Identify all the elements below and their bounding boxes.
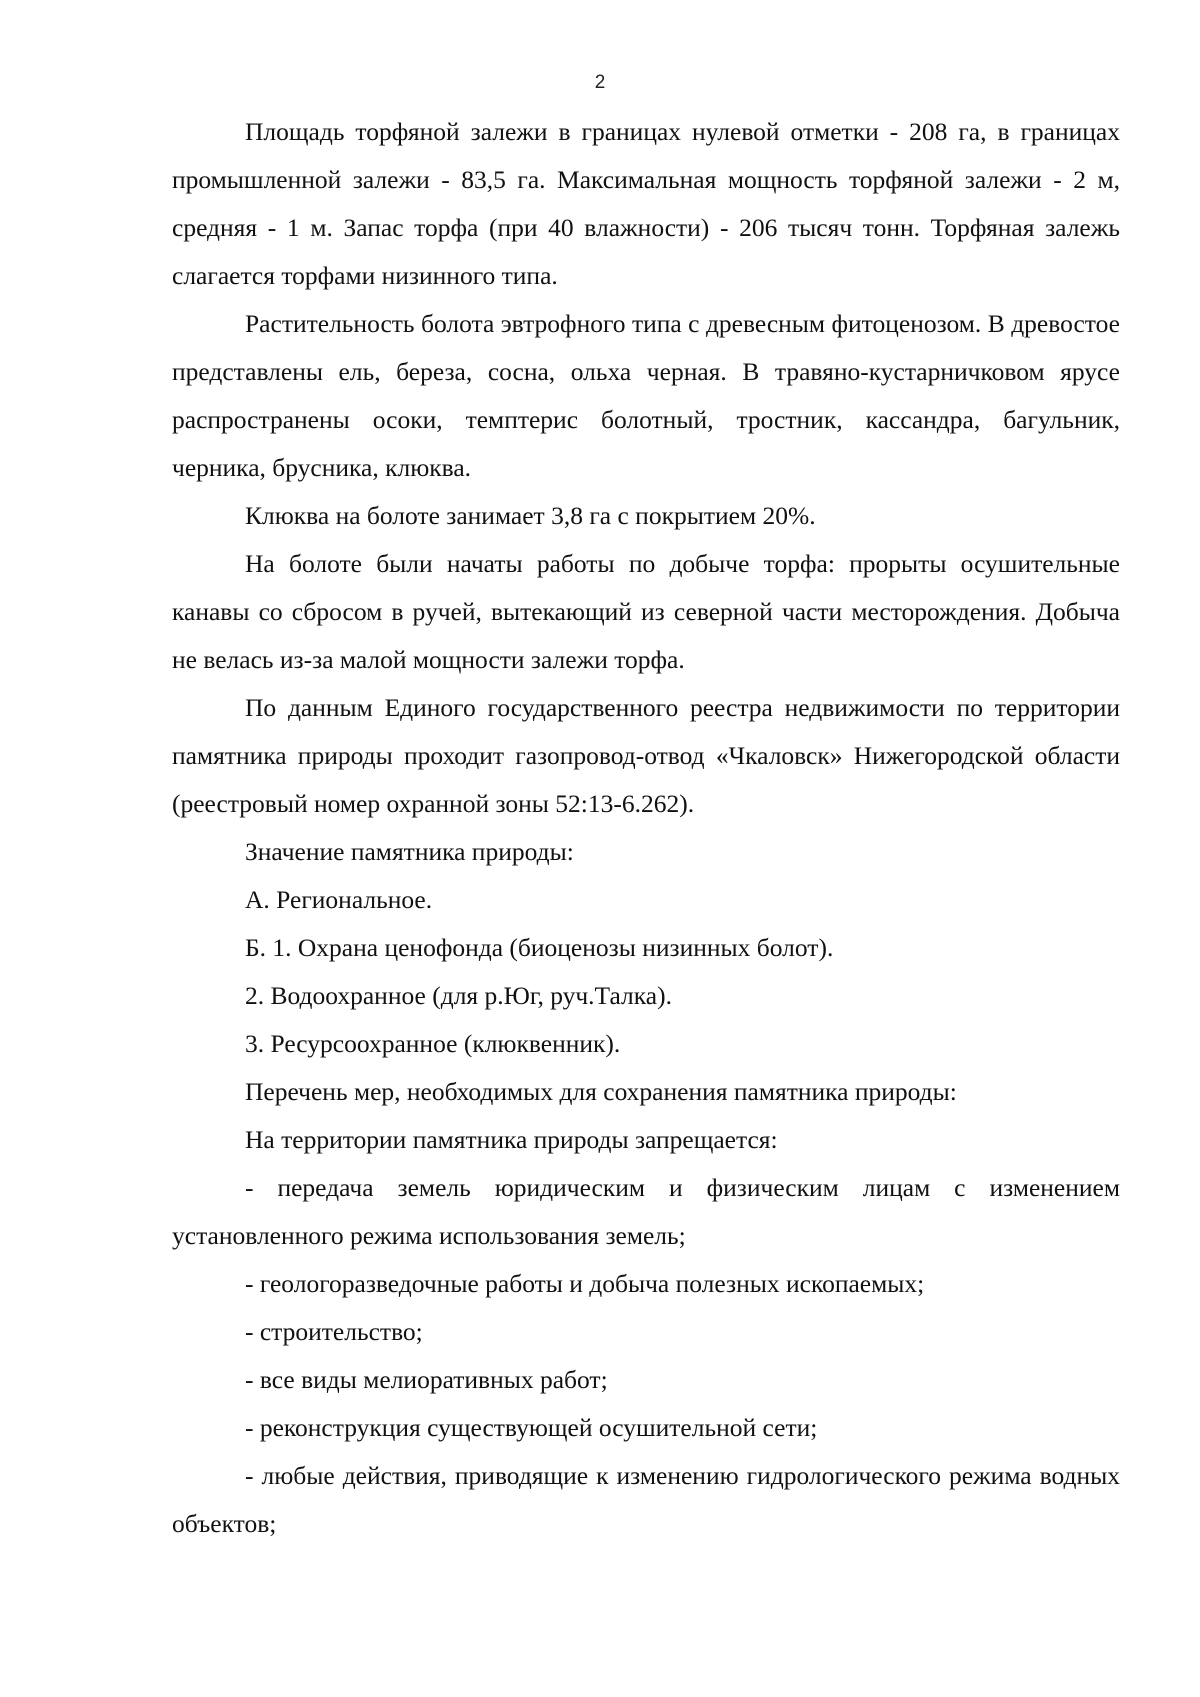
list-item-prohibited-melioration: - все виды мелиоративных работ; bbox=[245, 1365, 608, 1394]
page-number: 2 bbox=[594, 72, 606, 93]
list-item-significance-b3: 3. Ресурсоохранное (клюквенник). bbox=[245, 1029, 621, 1058]
list-item-prohibited-geology: - геологоразведочные работы и добыча полезных ископаемых; bbox=[245, 1269, 925, 1298]
paragraph-cranberry: Клюква на болоте занимает 3,8 га с покрытием 20%. bbox=[245, 501, 816, 530]
list-item-significance-a: А. Региональное. bbox=[245, 885, 433, 914]
heading-measures: Перечень мер, необходимых для сохранения памятника природы: bbox=[245, 1077, 957, 1106]
paragraph-vegetation: Растительность болота эвтрофного типа с древесным фитоценозом. В древостое представлены ель, береза, сосна, ольха черная. В травяно-кустарничковом ярусе распространены осоки, темптерис болотный, тростник, кассандра, багульник, черника, брусника, клюква. bbox=[172, 309, 1120, 482]
list-item-significance-b1: Б. 1. Охрана ценофонда (биоценозы низинных болот). bbox=[245, 933, 834, 962]
paragraph-peat-deposit: Площадь торфяной залежи в границах нулевой отметки - 208 га, в границах промышленной залежи - 83,5 га. Максимальная мощность торфяной залежи - 2 м, средняя - 1 м. Запас торфа (при 40 влажности) - 206 тысяч тонн. Торфяная залежь слагается торфами низинного типа. bbox=[172, 117, 1120, 290]
document-body bbox=[172, 108, 1120, 1548]
list-item-prohibited-drainage: - реконструкция существующей осушительной сети; bbox=[245, 1413, 818, 1442]
paragraph-peat-extraction: На болоте были начаты работы по добыче торфа: прорыты осушительные канавы со сбросом в ручей, вытекающий из северной части месторождения. Добыча не велась из-за малой мощности залежи торфа. bbox=[172, 549, 1120, 674]
list-item-prohibited-hydrology: - любые действия, приводящие к изменению гидрологического режима водных объектов; bbox=[172, 1461, 1120, 1538]
list-item-prohibited-construction: - строительство; bbox=[245, 1317, 423, 1346]
heading-significance: Значение памятника природы: bbox=[245, 837, 574, 866]
list-item-prohibited-land-transfer: - передача земель юридическим и физическим лицам с изменением установленного режима использования земель; bbox=[172, 1173, 1120, 1250]
heading-prohibited: На территории памятника природы запрещается: bbox=[245, 1125, 778, 1154]
list-item-significance-b2: 2. Водоохранное (для р.Юг, руч.Талка). bbox=[245, 981, 672, 1010]
paragraph-gas-pipeline: По данным Единого государственного реестра недвижимости по территории памятника природы проходит газопровод-отвод «Чкаловск» Нижегородской области (реестровый номер охранной зоны 52:13-6.262). bbox=[172, 693, 1120, 818]
